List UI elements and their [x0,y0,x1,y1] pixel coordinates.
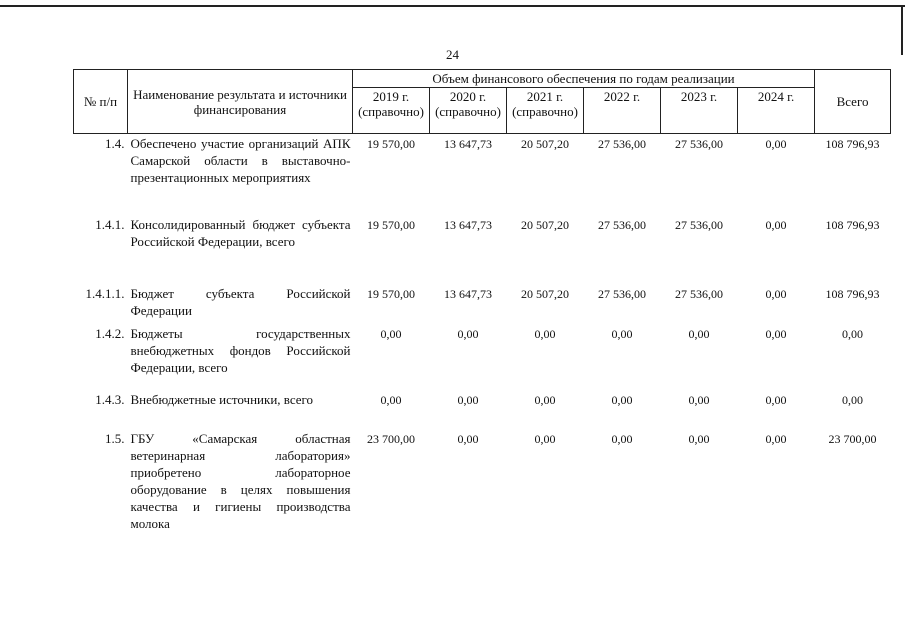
row-value-3: 27 536,00 [598,137,646,151]
row-value-1: 13 647,73 [444,137,492,151]
header-year-1 [430,88,507,134]
row-value-2: 0,00 [534,393,556,407]
row-number: 1.4.3. [95,392,125,407]
header-year-note: (справочно) [435,104,501,119]
row-value-2: 0,00 [534,327,556,341]
row-total: 108 796,93 [825,218,880,232]
row-name: Обеспечено участие организаций АПК Самарской области в выставочно-презентационных мероприятиях [130,136,351,185]
row-value-0: 23 700,00 [367,432,415,446]
row-name: ГБУ «Самарская областная ветеринарная лаборатория» приобретено лабораторное оборудование в целях повышения качества и гигиены производства молока [130,431,351,531]
row-number: 1.4. [105,136,125,151]
row-value-4: 27 536,00 [675,218,723,232]
row-value-0: 0,00 [380,327,402,341]
row-value-3: 27 536,00 [598,218,646,232]
row-value-5: 0,00 [765,393,787,407]
row-name: Бюджеты государственных внебюджетных фондов Российской Федерации, всего [130,326,351,375]
header-funding-group: Объем финансового обеспечения по годам реализации [353,70,815,88]
row-total: 0,00 [842,393,864,407]
row-value-0: 19 570,00 [367,137,415,151]
row-value-4: 0,00 [688,327,710,341]
row-value-2: 20 507,20 [521,218,569,232]
row-value-1: 0,00 [457,393,479,407]
row-name: Внебюджетные источники, всего [130,392,314,407]
row-value-5: 0,00 [765,287,787,301]
row-value-3: 0,00 [611,432,633,446]
header-year-label: 2021 г. [526,89,564,104]
header-year-label: 2022 г. [603,89,641,104]
table-row [74,390,891,429]
row-value-1: 0,00 [457,432,479,446]
row-number: 1.4.2. [95,326,125,341]
row-total: 23 700,00 [828,432,877,446]
row-number: 1.4.1.1. [85,286,125,301]
header-year-note: (справочно) [358,104,424,119]
table-row [74,324,891,390]
header-year-label: 2020 г. [449,89,487,104]
header-year-label: 2023 г. [680,89,718,104]
header-year-note: (справочно) [512,104,578,119]
row-total: 0,00 [842,327,864,341]
header-num: № п/п [74,70,128,134]
row-value-4: 0,00 [688,432,710,446]
row-value-5: 0,00 [765,327,787,341]
row-value-1: 13 647,73 [444,287,492,301]
row-value-4: 27 536,00 [675,137,723,151]
table-row [74,284,891,324]
row-total: 108 796,93 [825,137,880,151]
header-year-label: 2019 г. [372,89,410,104]
top-border-line [0,5,905,7]
funding-table [73,69,891,532]
row-value-3: 0,00 [611,393,633,407]
table-row [74,429,891,532]
row-value-0: 0,00 [380,393,402,407]
header-year-0 [353,88,430,134]
row-number: 1.5. [105,431,125,446]
header-year-5 [738,88,815,134]
row-value-5: 0,00 [765,137,787,151]
row-name: Консолидированный бюджет субъекта Российской Федерации, всего [130,217,351,249]
row-value-4: 27 536,00 [675,287,723,301]
header-year-4 [661,88,738,134]
row-total: 108 796,93 [825,287,880,301]
row-number: 1.4.1. [95,217,125,232]
row-name: Бюджет субъекта Российской Федерации [130,286,351,318]
header-year-label: 2024 г. [757,89,795,104]
table-row [74,134,891,216]
header-year-3 [584,88,661,134]
row-value-5: 0,00 [765,432,787,446]
row-value-2: 20 507,20 [521,287,569,301]
row-value-0: 19 570,00 [367,287,415,301]
row-value-2: 0,00 [534,432,556,446]
row-value-2: 20 507,20 [521,137,569,151]
row-value-0: 19 570,00 [367,218,415,232]
page-number: 24 [446,47,459,62]
row-value-1: 13 647,73 [444,218,492,232]
header-year-2 [507,88,584,134]
row-value-3: 27 536,00 [598,287,646,301]
header-total: Всего [815,70,891,134]
row-value-5: 0,00 [765,218,787,232]
row-value-3: 0,00 [611,327,633,341]
row-value-1: 0,00 [457,327,479,341]
row-value-4: 0,00 [688,393,710,407]
table-row [74,215,891,284]
header-name: Наименование результата и источники финансирования [128,70,353,134]
